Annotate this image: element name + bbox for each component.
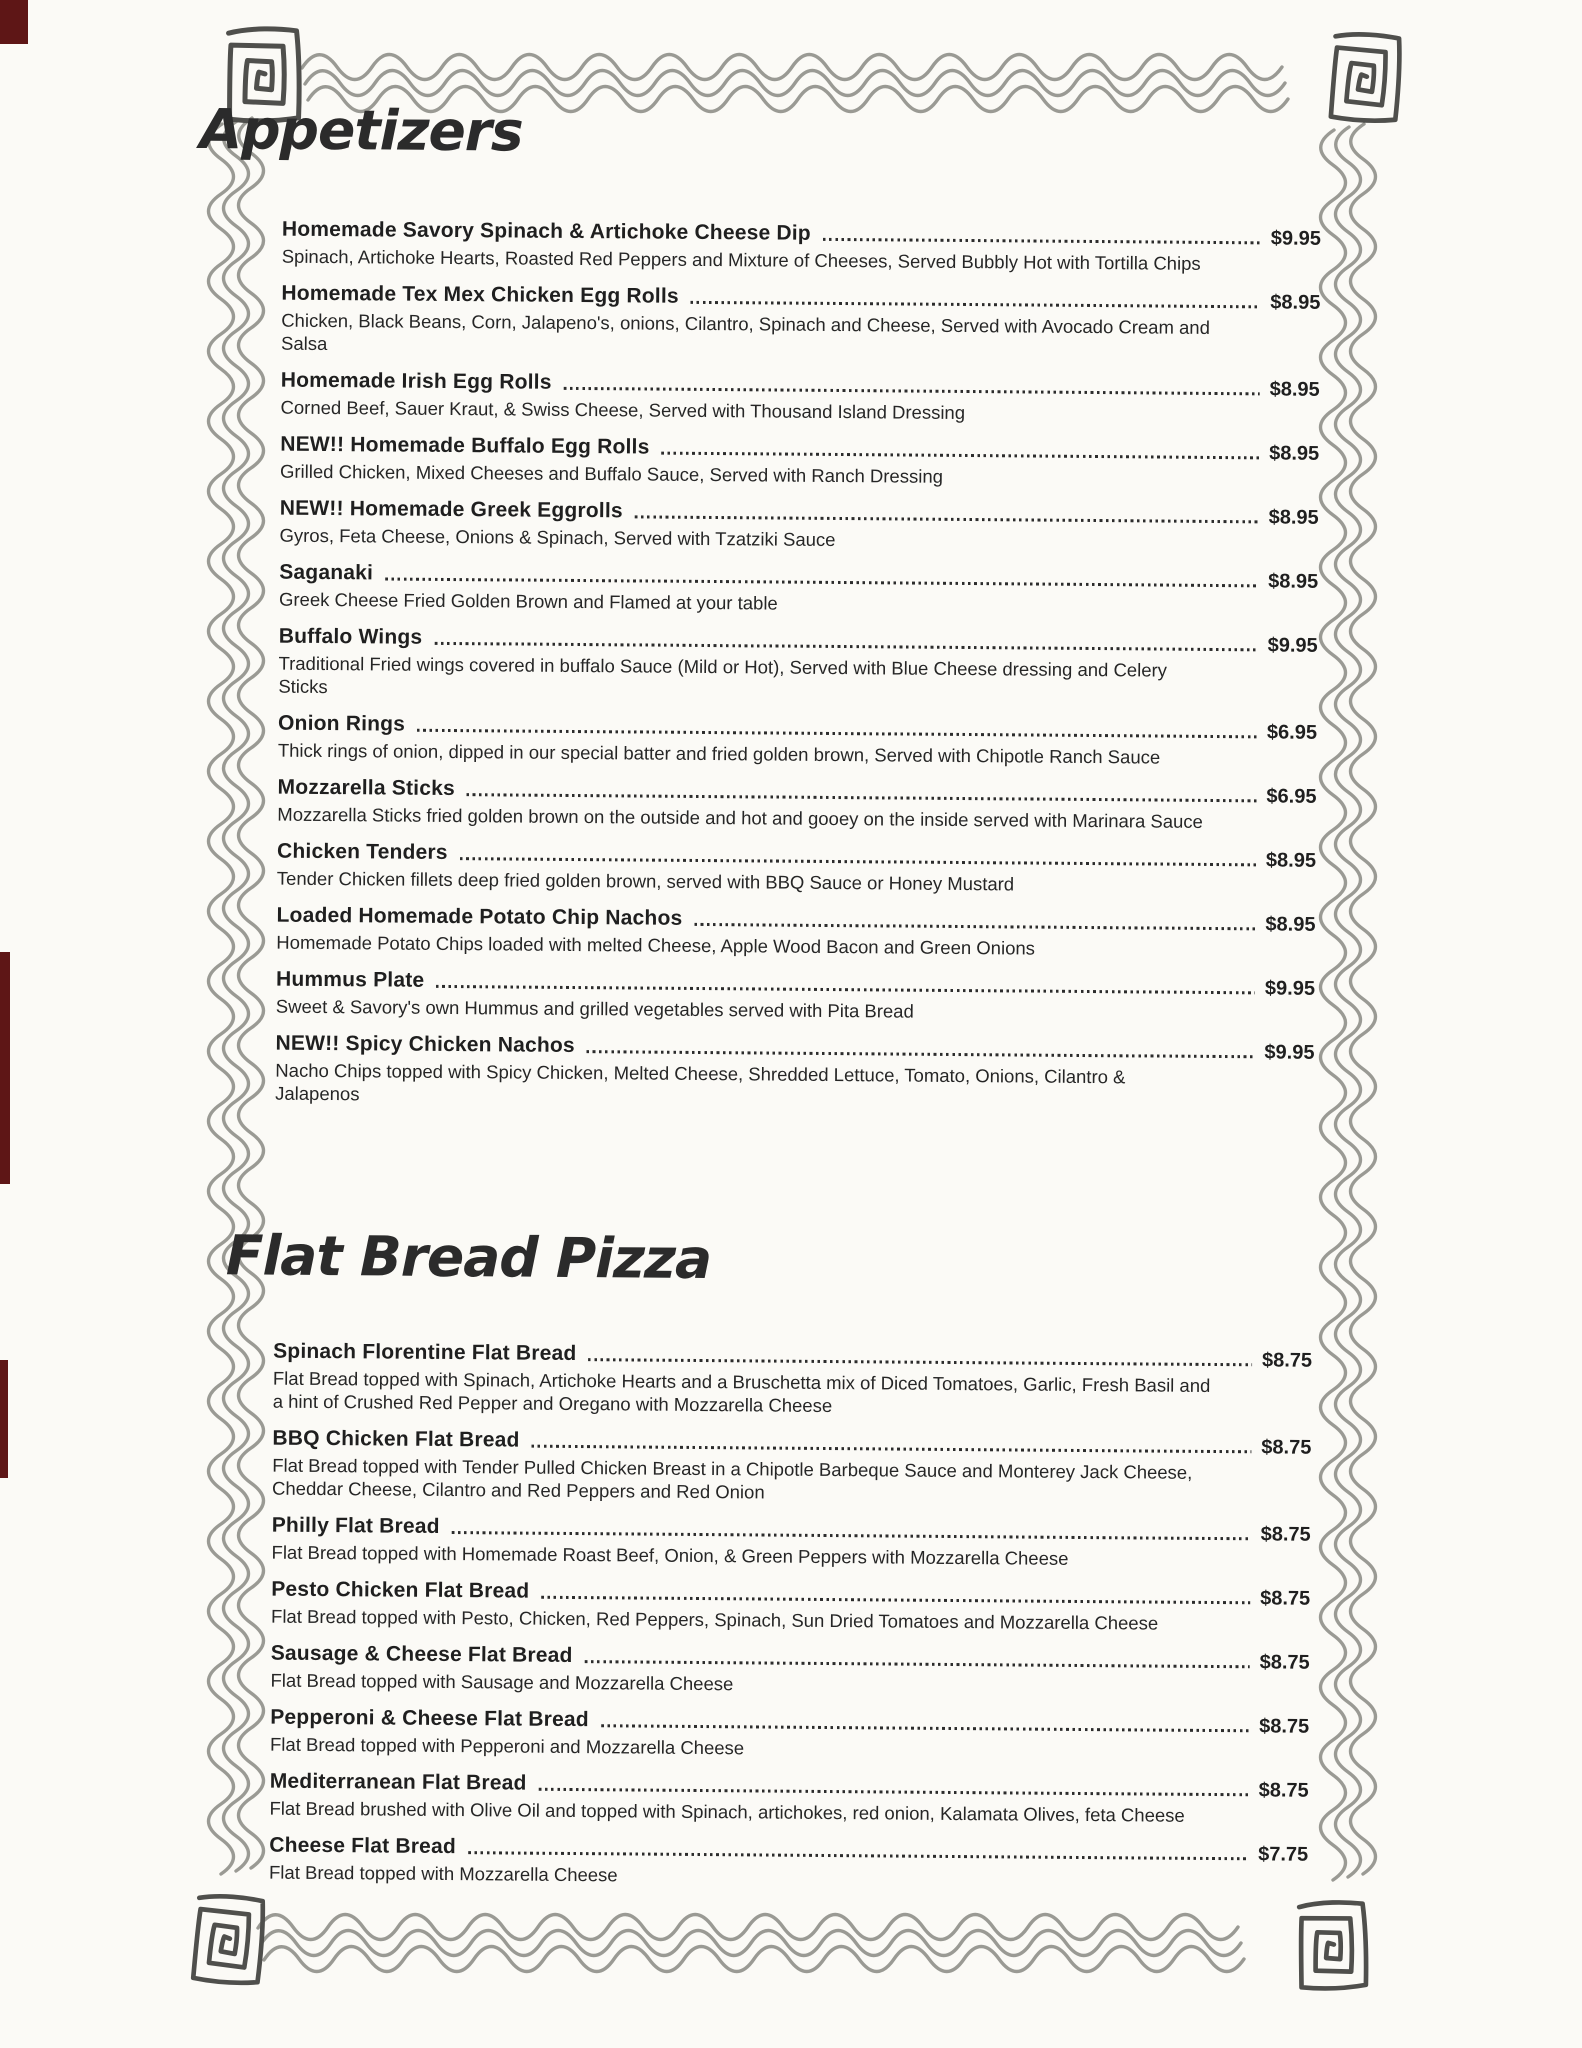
dotted-leader — [585, 1660, 1250, 1668]
item-name: Hummus Plate — [275, 967, 425, 992]
item-description: Flat Bread topped with Tender Pulled Chicken Breast in a Chipotle Barbeque Sauce and Monterey Jack Cheese, Cheddar Cheese, Cilantro and Red Peppers and Red Onion — [271, 1454, 1193, 1503]
scan-artifact — [0, 0, 28, 44]
item-price: $8.95 — [1265, 849, 1317, 872]
dotted-leader — [601, 1724, 1249, 1732]
item-price: $8.75 — [1260, 1587, 1311, 1610]
item-name: Homemade Tex Mex Chicken Egg Rolls — [281, 281, 679, 308]
item-description: Sweet & Savory's own Hummus and grilled vegetables served with Pita Bread — [275, 995, 914, 1022]
dotted-leader — [434, 642, 1257, 651]
menu-item — [281, 281, 1321, 363]
menu-item — [276, 903, 1315, 962]
spiral-corner-bottom-left-icon — [186, 1890, 270, 1990]
dotted-leader — [417, 729, 1257, 739]
item-price: $8.75 — [1261, 1349, 1313, 1372]
menu-item — [276, 967, 1315, 1026]
item-price: $8.95 — [1265, 913, 1316, 936]
menu-item — [280, 432, 1319, 491]
item-name: NEW!! Homemade Greek Eggrolls — [279, 496, 623, 523]
item-description: Thick rings of onion, dipped in our special batter and fried golden brown, Served with Chipotle Ranch Sauce — [277, 739, 1161, 768]
item-description: Greek Cheese Fried Golden Brown and Flamed at your table — [278, 588, 778, 614]
item-price: $6.95 — [1266, 721, 1318, 744]
item-description: Spinach, Artichoke Hearts, Roasted Red Peppers and Mixture of Cheeses, Served Bubbly Hot with Tortilla Chips — [281, 245, 1201, 274]
dotted-leader — [468, 1851, 1248, 1860]
item-description: Grilled Chicken, Mixed Cheeses and Buffalo Sauce, Served with Ranch Dressing — [279, 460, 944, 487]
item-description: Flat Bread topped with Spinach, Artichoke Hearts and a Bruschetta mix of Diced Tomatoes, Garlic, Fresh Basil and a hint of Crushed Red Pepper and Oregano with Mozzarella Cheese — [272, 1367, 1211, 1417]
item-name: BBQ Chicken Flat Bread — [272, 1426, 520, 1452]
menu-item — [270, 1641, 1309, 1700]
item-price: $6.95 — [1266, 785, 1317, 808]
dotted-leader — [385, 577, 1258, 587]
menu-item — [275, 1031, 1315, 1113]
item-description: Flat Bread brushed with Olive Oil and topped with Spinach, artichokes, red onion, Kalamata Olives, feta Cheese — [269, 1797, 1185, 1826]
item-price: $8.75 — [1258, 1779, 1309, 1802]
item-description: Flat Bread topped with Pesto, Chicken, Red Peppers, Spinach, Sun Dried Tomatoes and Mozzarella Cheese — [270, 1605, 1159, 1634]
item-description: Homemade Potato Chips loaded with melted Cheese, Apple Wood Bacon and Green Onions — [276, 931, 1036, 959]
section-title-flat-bread-pizza: Flat Bread Pizza — [225, 1223, 712, 1292]
item-description: Flat Bread topped with Pepperoni and Mozzarella Cheese — [269, 1733, 745, 1759]
item-name: Homemade Savory Spinach & Artichoke Cheese Dip — [281, 217, 811, 245]
item-name: Spinach Florentine Flat Bread — [273, 1339, 577, 1365]
item-name: Chicken Tenders — [276, 839, 448, 864]
menu-item — [271, 1513, 1310, 1572]
menu-item — [277, 839, 1316, 898]
item-name: Philly Flat Bread — [271, 1513, 440, 1538]
menu-item — [269, 1833, 1308, 1892]
item-description: Mozzarella Sticks fried golden brown on the outside and hot and gooey on the inside served with Marinara Sauce — [277, 803, 1203, 832]
item-name: Mozzarella Sticks — [277, 775, 455, 801]
item-price: $7.75 — [1258, 1843, 1309, 1866]
item-price: $8.75 — [1261, 1436, 1312, 1459]
appetizers-item-list — [275, 217, 1321, 1113]
item-description: Tender Chicken fillets deep fried golden brown, served with BBQ Sauce or Honey Mustard — [276, 867, 1015, 895]
item-name: Pesto Chicken Flat Bread — [271, 1577, 530, 1603]
item-price: $9.95 — [1270, 227, 1321, 250]
item-name: NEW!! Homemade Buffalo Egg Rolls — [280, 432, 650, 459]
menu-item — [278, 711, 1317, 770]
item-price: $9.95 — [1267, 634, 1318, 657]
menu-item — [272, 1426, 1312, 1508]
menu-item — [282, 217, 1321, 276]
item-price: $9.95 — [1264, 977, 1316, 1000]
dotted-leader — [452, 1531, 1251, 1540]
spiral-corner-bottom-right-icon — [1290, 1896, 1374, 1996]
item-name: Homemade Irish Egg Rolls — [280, 368, 552, 394]
item-price: $9.95 — [1264, 1041, 1315, 1064]
item-description: Gyros, Feta Cheese, Onions & Spinach, Served with Tzatziki Sauce — [279, 524, 836, 551]
right-border-wave — [1318, 118, 1380, 1908]
menu-item — [273, 1339, 1313, 1421]
menu-item — [271, 1577, 1310, 1636]
menu-item — [279, 560, 1318, 619]
item-name: Loaded Homemade Potato Chip Nachos — [276, 903, 683, 930]
item-name: Mediterranean Flat Bread — [269, 1769, 527, 1795]
spiral-corner-top-right-icon — [1322, 28, 1408, 128]
dotted-leader — [541, 1596, 1250, 1605]
item-price: $8.75 — [1259, 1651, 1310, 1674]
item-name: NEW!! Spicy Chicken Nachos — [275, 1031, 575, 1057]
item-price: $8.75 — [1259, 1715, 1310, 1738]
item-description: Chicken, Black Beans, Corn, Jalapeno's, onions, Cilantro, Spinach and Cheese, Served with Avocado Cream and Salsa — [280, 309, 1211, 355]
scan-artifact — [0, 952, 10, 1184]
item-price: $8.95 — [1270, 291, 1321, 314]
dotted-leader — [691, 301, 1261, 308]
dotted-leader — [564, 387, 1260, 395]
item-price: $8.75 — [1260, 1523, 1311, 1546]
item-description: Nacho Chips topped with Spicy Chicken, Melted Cheese, Shredded Lettuce, Tomato, Onions, Cilantro & Jalapenos — [275, 1059, 1126, 1105]
dotted-leader — [539, 1788, 1249, 1797]
item-name: Saganaki — [279, 560, 374, 585]
item-name: Sausage & Cheese Flat Bread — [270, 1641, 573, 1667]
dotted-leader — [588, 1358, 1252, 1366]
dotted-leader — [823, 238, 1261, 244]
section-title-appetizers: Appetizers — [199, 96, 523, 164]
item-name: Buffalo Wings — [278, 624, 423, 649]
dotted-leader — [436, 985, 1255, 994]
item-price: $8.95 — [1269, 442, 1320, 465]
menu-item — [277, 775, 1316, 834]
item-price: $8.95 — [1269, 378, 1320, 401]
menu-item — [280, 368, 1319, 427]
menu-item — [270, 1705, 1309, 1764]
item-description: Flat Bread topped with Sausage and Mozzarella Cheese — [270, 1669, 734, 1695]
item-description: Corned Beef, Sauer Kraut, & Swiss Cheese, Served with Thousand Island Dressing — [280, 396, 966, 424]
flat-bread-item-list — [269, 1339, 1312, 1892]
item-description: Traditional Fried wings covered in buffalo Sauce (Mild or Hot), Served with Blue Cheese dressing and Celery Sticks — [278, 652, 1168, 698]
item-description: Flat Bread topped with Homemade Roast Beef, Onion, & Green Peppers with Mozzarella Cheese — [271, 1541, 1069, 1569]
menu-content — [186, 96, 1322, 1905]
item-price: $8.95 — [1268, 506, 1319, 529]
menu-item — [279, 496, 1318, 555]
dotted-leader — [587, 1050, 1255, 1058]
item-price: $8.95 — [1268, 570, 1319, 593]
menu-item — [278, 624, 1318, 706]
dotted-leader — [661, 452, 1259, 460]
dotted-leader — [694, 923, 1255, 930]
item-description: Flat Bread topped with Mozzarella Cheese — [268, 1861, 618, 1886]
item-name: Cheese Flat Bread — [269, 1833, 456, 1859]
dotted-leader — [467, 793, 1257, 802]
dotted-leader — [460, 857, 1256, 866]
dotted-leader — [635, 515, 1259, 523]
dotted-leader — [532, 1445, 1252, 1454]
scan-artifact — [0, 1360, 8, 1478]
item-name: Onion Rings — [277, 711, 406, 736]
menu-item — [269, 1769, 1308, 1828]
item-name: Pepperoni & Cheese Flat Bread — [270, 1705, 589, 1732]
